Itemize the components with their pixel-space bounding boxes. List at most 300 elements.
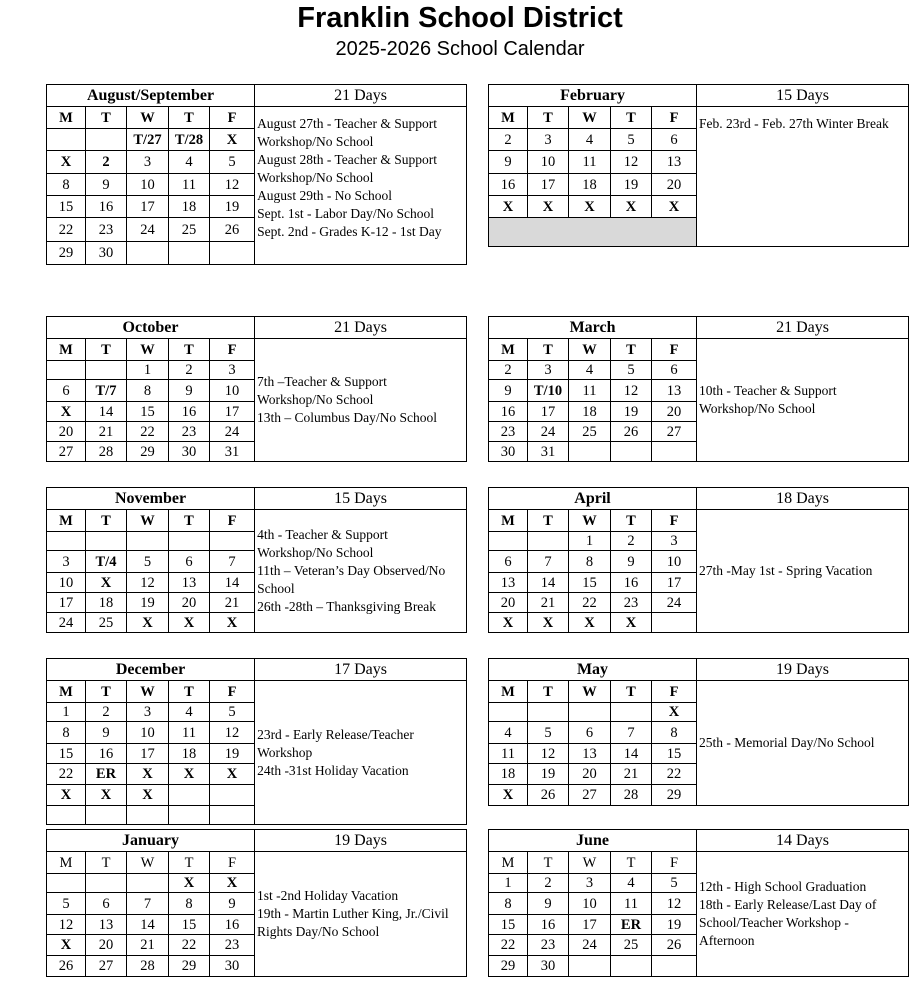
date-cell: 1 (47, 703, 86, 722)
date-cell: 9 (86, 174, 127, 196)
month-name: August/September (47, 85, 255, 107)
month-notes (697, 852, 909, 977)
weekday-header: W (127, 339, 169, 361)
date-cell: 26 (47, 956, 86, 977)
school-days-count: 19 Days (697, 659, 909, 681)
date-cell: 24 (652, 593, 697, 613)
date-cell: 3 (47, 551, 86, 573)
weekday-header: W (127, 107, 169, 129)
date-cell (528, 703, 569, 722)
date-cell: 2 (489, 129, 528, 151)
date-cell: 27 (47, 442, 86, 462)
weekday-header: M (489, 107, 528, 129)
school-days-count: 14 Days (697, 830, 909, 852)
weekday-header: T (86, 339, 127, 361)
weekday-header: T (86, 107, 127, 129)
date-cell: 17 (652, 573, 697, 593)
date-cell: 25 (611, 935, 652, 956)
weekday-header: T (611, 510, 652, 532)
date-cell: 5 (210, 151, 255, 174)
month-name: January (47, 830, 255, 852)
note-line: August 29th - No School (257, 188, 393, 203)
date-cell: X (210, 764, 255, 785)
month-name: February (489, 85, 697, 107)
date-cell: 9 (611, 551, 652, 573)
date-cell (127, 242, 169, 265)
date-cell: X (528, 613, 569, 633)
date-cell (86, 532, 127, 551)
date-cell: X (611, 196, 652, 218)
date-cell: 2 (489, 361, 528, 380)
date-cell: X (652, 703, 697, 722)
weekday-header: F (652, 852, 697, 874)
month-table-november (46, 487, 467, 633)
weekday-header: T (169, 510, 210, 532)
date-cell: 8 (169, 893, 210, 915)
date-cell: 16 (489, 174, 528, 196)
weekday-header: F (210, 339, 255, 361)
date-cell: 19 (127, 593, 169, 613)
date-cell: 17 (528, 402, 569, 422)
weekday-header: M (47, 852, 86, 874)
date-cell: 7 (528, 551, 569, 573)
date-cell: 6 (652, 129, 697, 151)
date-cell: 10 (47, 573, 86, 593)
date-cell: 19 (210, 196, 255, 218)
school-days-count: 19 Days (255, 830, 467, 852)
date-cell: 18 (489, 764, 528, 785)
date-cell: 6 (652, 361, 697, 380)
date-cell: 2 (169, 361, 210, 380)
date-cell (569, 703, 611, 722)
date-cell: 20 (47, 422, 86, 442)
date-cell: ER (86, 764, 127, 785)
note-line: 12th - High School Graduation (699, 879, 867, 894)
date-cell: 26 (652, 935, 697, 956)
date-cell: 1 (489, 874, 528, 893)
date-cell: 2 (528, 874, 569, 893)
month-table-august-september (46, 84, 467, 265)
date-cell: 25 (569, 422, 611, 442)
date-cell: 15 (569, 573, 611, 593)
date-cell: X (489, 785, 528, 806)
date-cell: 13 (169, 573, 210, 593)
note-line: 4th - Teacher & Support Workshop/No School (257, 527, 388, 560)
weekday-header: M (489, 852, 528, 874)
date-cell: 20 (489, 593, 528, 613)
date-cell: X (652, 196, 697, 218)
date-cell: 20 (652, 402, 697, 422)
month-notes (255, 510, 467, 633)
date-cell (652, 613, 697, 633)
date-cell: 12 (210, 174, 255, 196)
note-line: August 28th - Teacher & Support Workshop/No School (257, 152, 437, 185)
weekday-header: W (569, 510, 611, 532)
weekday-header: M (47, 510, 86, 532)
date-cell (169, 806, 210, 825)
date-cell: 14 (127, 915, 169, 935)
date-cell: 21 (611, 764, 652, 785)
date-cell: 11 (489, 744, 528, 764)
date-cell: 4 (489, 722, 528, 744)
date-cell: 29 (169, 956, 210, 977)
date-cell (489, 703, 528, 722)
date-cell: X (127, 785, 169, 806)
month-table-may (488, 658, 909, 806)
weekday-header: T (86, 681, 127, 703)
date-cell: 17 (127, 744, 169, 764)
date-cell: 4 (169, 703, 210, 722)
date-cell: 21 (210, 593, 255, 613)
date-cell: 9 (169, 380, 210, 402)
date-cell: 5 (611, 361, 652, 380)
date-cell: X (210, 129, 255, 151)
date-cell: 19 (611, 402, 652, 422)
date-cell: 3 (127, 703, 169, 722)
date-cell: 12 (611, 151, 652, 174)
date-cell: 16 (489, 402, 528, 422)
date-cell (652, 442, 697, 462)
date-cell (86, 874, 127, 893)
date-cell (528, 218, 569, 247)
date-cell (86, 129, 127, 151)
weekday-header: T (528, 681, 569, 703)
date-cell (489, 218, 528, 247)
date-cell: 15 (489, 915, 528, 935)
date-cell: 5 (611, 129, 652, 151)
weekday-header: T (528, 107, 569, 129)
date-cell: 18 (169, 196, 210, 218)
date-cell: 6 (569, 722, 611, 744)
date-cell: 3 (210, 361, 255, 380)
month-name: June (489, 830, 697, 852)
date-cell: 12 (127, 573, 169, 593)
date-cell (569, 956, 611, 977)
school-days-count: 15 Days (255, 488, 467, 510)
date-cell: 12 (47, 915, 86, 935)
date-cell: 10 (652, 551, 697, 573)
date-cell: 11 (611, 893, 652, 915)
date-cell: 27 (569, 785, 611, 806)
date-cell: 11 (169, 174, 210, 196)
date-cell: 22 (489, 935, 528, 956)
date-cell: 23 (86, 218, 127, 242)
date-cell: 7 (611, 722, 652, 744)
date-cell: 8 (652, 722, 697, 744)
date-cell: X (47, 935, 86, 956)
date-cell: X (569, 613, 611, 633)
month-table-december (46, 658, 467, 825)
month-name: December (47, 659, 255, 681)
date-cell: 2 (86, 151, 127, 174)
date-cell: 20 (652, 174, 697, 196)
date-cell (210, 532, 255, 551)
note-line: 10th - Teacher & Support Workshop/No School (699, 383, 837, 416)
date-cell: 30 (86, 242, 127, 265)
weekday-header: F (652, 510, 697, 532)
weekday-header: W (127, 681, 169, 703)
date-cell: 4 (169, 151, 210, 174)
date-cell: 8 (127, 380, 169, 402)
date-cell: 13 (569, 744, 611, 764)
date-cell: 13 (489, 573, 528, 593)
date-cell: 6 (169, 551, 210, 573)
date-cell: 26 (611, 422, 652, 442)
date-cell: 28 (127, 956, 169, 977)
weekday-header: T (611, 339, 652, 361)
date-cell: 29 (652, 785, 697, 806)
date-cell: 4 (611, 874, 652, 893)
date-cell: 5 (47, 893, 86, 915)
date-cell (569, 218, 611, 247)
date-cell: 30 (210, 956, 255, 977)
date-cell: 16 (86, 196, 127, 218)
note-line: 13th – Columbus Day/No School (257, 410, 438, 425)
date-cell: 30 (169, 442, 210, 462)
date-cell: X (169, 874, 210, 893)
date-cell: X (569, 196, 611, 218)
date-cell: T/28 (169, 129, 210, 151)
date-cell (169, 242, 210, 265)
month-table-january (46, 829, 467, 977)
date-cell (528, 532, 569, 551)
date-cell: 17 (528, 174, 569, 196)
month-table-april (488, 487, 909, 633)
date-cell: 21 (127, 935, 169, 956)
date-cell: 29 (47, 242, 86, 265)
date-cell (127, 532, 169, 551)
weekday-header: W (569, 339, 611, 361)
date-cell: 10 (210, 380, 255, 402)
month-notes (255, 681, 467, 825)
month-name: October (47, 317, 255, 339)
date-cell (210, 242, 255, 265)
date-cell: X (210, 874, 255, 893)
date-cell: 9 (528, 893, 569, 915)
date-cell: 12 (611, 380, 652, 402)
date-cell: X (210, 613, 255, 633)
page-title: Franklin School District (297, 2, 623, 34)
date-cell: X (489, 613, 528, 633)
date-cell: X (528, 196, 569, 218)
date-cell: 24 (47, 613, 86, 633)
date-cell: 11 (569, 380, 611, 402)
date-cell: 18 (86, 593, 127, 613)
date-cell: 8 (47, 174, 86, 196)
school-days-count: 18 Days (697, 488, 909, 510)
date-cell: 17 (127, 196, 169, 218)
date-cell: 20 (169, 593, 210, 613)
date-cell: 14 (528, 573, 569, 593)
date-cell: 6 (86, 893, 127, 915)
date-cell (569, 442, 611, 462)
date-cell (611, 703, 652, 722)
date-cell: 14 (86, 402, 127, 422)
note-line: 19th - Martin Luther King, Jr./Civil Rights Day/No School (257, 906, 449, 939)
date-cell: 24 (528, 422, 569, 442)
school-days-count: 17 Days (255, 659, 467, 681)
date-cell: 5 (528, 722, 569, 744)
date-cell: 17 (210, 402, 255, 422)
date-cell (47, 129, 86, 151)
date-cell: 22 (127, 422, 169, 442)
date-cell: 26 (528, 785, 569, 806)
note-line: 1st -2nd Holiday Vacation (257, 888, 399, 903)
month-table-february (488, 84, 909, 247)
date-cell: 11 (569, 151, 611, 174)
date-cell: 16 (86, 744, 127, 764)
date-cell: 3 (528, 361, 569, 380)
date-cell: 28 (86, 442, 127, 462)
date-cell: 13 (86, 915, 127, 935)
page-subtitle: 2025-2026 School Calendar (335, 38, 585, 60)
date-cell (47, 361, 86, 380)
weekday-header: W (569, 852, 611, 874)
date-cell: 22 (652, 764, 697, 785)
date-cell: 4 (569, 361, 611, 380)
weekday-header: T (611, 852, 652, 874)
date-cell: 8 (489, 893, 528, 915)
date-cell: 23 (169, 422, 210, 442)
date-cell: 30 (489, 442, 528, 462)
date-cell: 24 (569, 935, 611, 956)
date-cell (210, 806, 255, 825)
date-cell: 5 (127, 551, 169, 573)
date-cell: 9 (210, 893, 255, 915)
date-cell: 19 (611, 174, 652, 196)
month-notes (697, 510, 909, 633)
month-name: March (489, 317, 697, 339)
weekday-header: M (489, 339, 528, 361)
date-cell: 8 (47, 722, 86, 744)
date-cell (652, 956, 697, 977)
date-cell (489, 532, 528, 551)
date-cell: X (489, 196, 528, 218)
weekday-header: M (47, 107, 86, 129)
weekday-header: W (127, 852, 169, 874)
month-table-october (46, 316, 467, 462)
date-cell (169, 532, 210, 551)
weekday-header: F (652, 681, 697, 703)
date-cell: T/4 (86, 551, 127, 573)
weekday-header: M (47, 339, 86, 361)
date-cell (210, 785, 255, 806)
date-cell: 2 (86, 703, 127, 722)
date-cell: 26 (210, 218, 255, 242)
note-line: 23rd - Early Release/Teacher Workshop (257, 726, 414, 760)
weekday-header: T (86, 510, 127, 532)
date-cell: 1 (127, 361, 169, 380)
weekday-header: F (210, 852, 255, 874)
date-cell: 6 (47, 380, 86, 402)
note-line: 11th – Veteran’s Day Observed/No School (257, 563, 446, 596)
date-cell: 10 (528, 151, 569, 174)
date-cell: ER (611, 915, 652, 935)
date-cell: 3 (569, 874, 611, 893)
month-table-june (488, 829, 909, 977)
date-cell: 10 (127, 174, 169, 196)
month-notes (697, 339, 909, 462)
weekday-header: F (210, 681, 255, 703)
date-cell: 14 (611, 744, 652, 764)
date-cell: 20 (569, 764, 611, 785)
note-line: 7th –Teacher & Support Workshop/No School (257, 374, 387, 407)
school-days-count: 21 Days (255, 317, 467, 339)
date-cell: 13 (652, 380, 697, 402)
note-line: Feb. 23rd - Feb. 27th Winter Break (699, 116, 889, 131)
date-cell (86, 361, 127, 380)
date-cell: 22 (169, 935, 210, 956)
note-line: Sept. 1st - Labor Day/No School (257, 206, 435, 221)
weekday-header: T (528, 852, 569, 874)
date-cell: 5 (210, 703, 255, 722)
weekday-header: T (169, 107, 210, 129)
date-cell: 13 (652, 151, 697, 174)
date-cell: 5 (652, 874, 697, 893)
date-cell: 2 (611, 532, 652, 551)
date-cell: 15 (127, 402, 169, 422)
month-notes (697, 107, 909, 247)
date-cell: 15 (47, 196, 86, 218)
weekday-header: T (611, 681, 652, 703)
date-cell (611, 442, 652, 462)
date-cell: 31 (210, 442, 255, 462)
date-cell (611, 956, 652, 977)
date-cell: 23 (611, 593, 652, 613)
weekday-header: T (169, 681, 210, 703)
date-cell (652, 218, 697, 247)
month-notes (255, 339, 467, 462)
date-cell: X (611, 613, 652, 633)
weekday-header: F (210, 107, 255, 129)
date-cell: 22 (47, 764, 86, 785)
note-line: 26th -28th – Thanksgiving Break (257, 599, 437, 614)
date-cell: 21 (86, 422, 127, 442)
date-cell: 30 (528, 956, 569, 977)
date-cell: X (86, 573, 127, 593)
date-cell: 14 (210, 573, 255, 593)
date-cell (47, 806, 86, 825)
school-days-count: 21 Days (697, 317, 909, 339)
weekday-header: F (652, 107, 697, 129)
date-cell: 12 (210, 722, 255, 744)
month-notes (697, 681, 909, 806)
month-table-march (488, 316, 909, 462)
weekday-header: F (210, 510, 255, 532)
weekday-header: M (489, 681, 528, 703)
date-cell: 23 (528, 935, 569, 956)
weekday-header: T (169, 339, 210, 361)
date-cell: T/27 (127, 129, 169, 151)
date-cell (47, 874, 86, 893)
note-line: August 27th - Teacher & Support Workshop/No School (257, 116, 437, 149)
date-cell: 15 (47, 744, 86, 764)
date-cell: 20 (86, 935, 127, 956)
date-cell: 23 (210, 935, 255, 956)
date-cell: 29 (127, 442, 169, 462)
date-cell: 16 (611, 573, 652, 593)
date-cell: 19 (210, 744, 255, 764)
date-cell (611, 218, 652, 247)
date-cell: 24 (127, 218, 169, 242)
note-line: Sept. 2nd - Grades K-12 - 1st Day (257, 224, 442, 239)
date-cell: 12 (528, 744, 569, 764)
note-line: 18th - Early Release/Last Day of School/Teacher Workshop - Afternoon (699, 897, 877, 948)
date-cell: X (169, 764, 210, 785)
date-cell: T/10 (528, 380, 569, 402)
date-cell: 1 (569, 532, 611, 551)
date-cell: 25 (86, 613, 127, 633)
